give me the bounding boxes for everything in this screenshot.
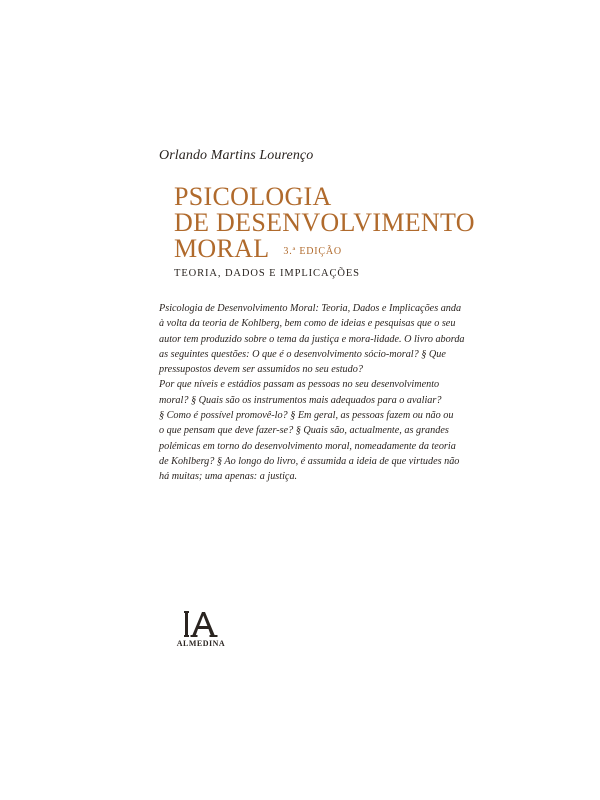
- title-line-1: PSICOLOGIA: [174, 182, 332, 211]
- description-line: à volta da teoria de Kohlberg, bem como de ideias e pesquisas que o seu: [159, 318, 456, 330]
- description-line: as seguintes questões: O que é o desenvolvimento sócio-moral? § Que: [159, 348, 446, 360]
- description-line: pressupostos devem ser assumidos no seu estudo?: [159, 364, 363, 376]
- book-title: [174, 184, 475, 262]
- description-line: Psicologia de Desenvolvimento Moral: Teoria, Dados e Implicações anda: [159, 303, 462, 314]
- description-line: há muitas; uma apenas: a justiça.: [159, 471, 298, 483]
- title-line-3-text: MORAL: [174, 234, 270, 263]
- edition-label: 3.ª EDIÇÃO: [283, 246, 342, 257]
- description-line: autor tem produzido sobre o tema da justiça e mora-lidade. O livro aborda: [159, 333, 465, 345]
- title-line-2: DE DESENVOLVIMENTO: [174, 208, 475, 237]
- description-line: o que pensam que deve fazer-se? § Quais são, actualmente, as grandes: [159, 425, 449, 437]
- description-line: § Como é possível promovê-lo? § Em geral, as pessoas fazem ou não ou: [159, 410, 454, 422]
- author-name: Orlando Martins Lourenço: [159, 148, 314, 163]
- description-line: Por que níveis e estádios passam as pessoas no seu desenvolvimento: [159, 379, 440, 391]
- publisher-name: ALMEDINA: [176, 639, 226, 648]
- publisher-block: [176, 610, 226, 648]
- description-line: de Kohlberg? § Ao longo do livro, é assumida a ideia de que virtudes não: [159, 455, 460, 467]
- description-line: polémicas em torno do desenvolvimento moral, nomeadamente da teoria: [159, 440, 456, 452]
- book-description: [159, 301, 479, 485]
- description-line: moral? § Quais são os instrumentos mais adequados para o avaliar?: [159, 394, 442, 406]
- book-subtitle: TEORIA, DADOS E IMPLICAÇÕES: [174, 268, 360, 279]
- almedina-logo-icon: [184, 610, 218, 638]
- title-line-3: [174, 236, 475, 262]
